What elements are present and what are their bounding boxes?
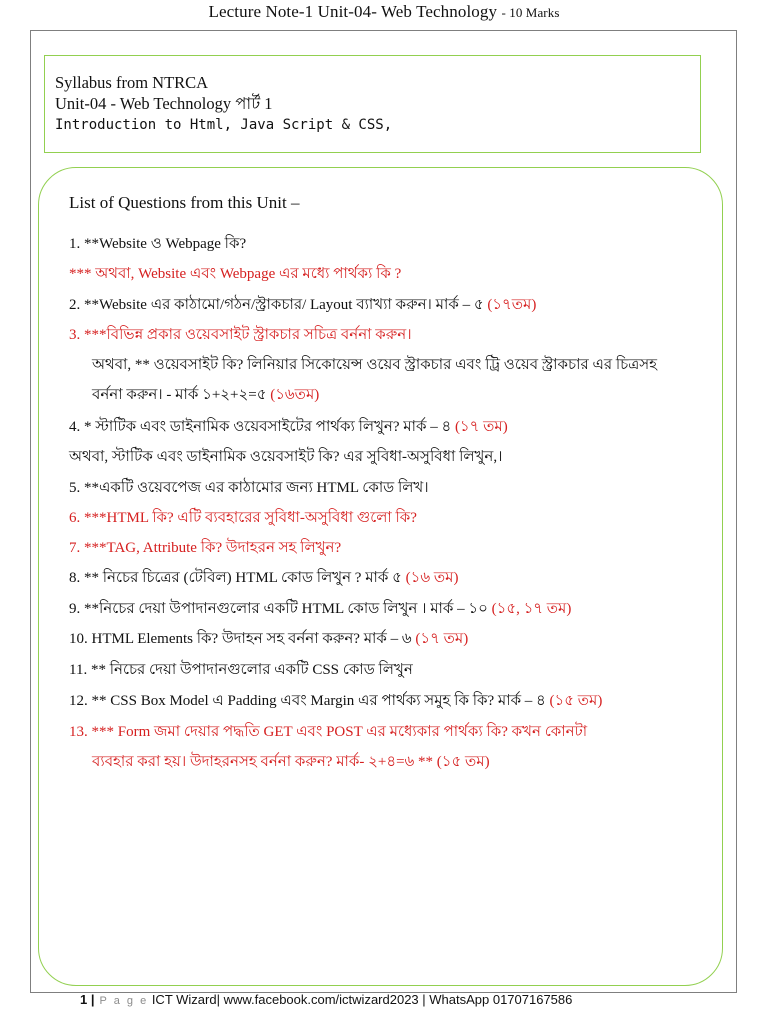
question-text: 11. ** নিচের দেয়া উপাদানগুলোর একটি CSS কোড লিখুন (69, 662, 413, 678)
question-line (69, 659, 413, 681)
exam-reference: (১৭ তম) (411, 631, 469, 647)
question-text: 3. ***বিভিন্ন প্রকার ওয়েবসাইট স্ট্রাকচার সচিত্র বর্ননা করুন। (69, 327, 412, 343)
exam-reference: (১৭ তম) (451, 419, 508, 435)
question-text: *** অথবা, Website এবং Webpage এর মধ্যে পার্থক্য কি ? (69, 266, 402, 282)
syllabus-unit: Unit-04 - Web Technology পার্ট 1 (55, 94, 273, 113)
question-line (69, 416, 508, 438)
footer-contact: ICT Wizard| www.facebook.com/ictwizard2023 | WhatsApp 01707167586 (148, 992, 573, 1007)
question-line (69, 324, 412, 346)
question-line (92, 354, 657, 376)
question-text: 10. HTML Elements কি? উদাহন সহ বর্ননা করুন? মার্ক – ৬ (69, 631, 412, 647)
question-text: 9. **নিচের দেয়া উপাদানগুলোর একটি HTML কোড লিখুন । মার্ক – ১০ (69, 601, 488, 617)
syllabus-topics: Introduction to Html, Java Script & CSS, (55, 117, 393, 133)
question-line (69, 477, 429, 499)
syllabus-source: Syllabus from NTRCA (55, 73, 209, 92)
questions-title: List of Questions from this Unit – (69, 193, 300, 212)
question-line (69, 567, 458, 589)
exam-reference: (১৬ তম) (405, 570, 459, 586)
question-line (69, 537, 341, 559)
question-text: অথবা, স্টাটিক এবং ডাইনামিক ওয়েবসাইট কি? এর সুবিধা-অসুবিধা লিখুন,। (69, 449, 503, 465)
question-line (69, 233, 246, 255)
exam-reference: (১৬তম) (270, 387, 320, 403)
question-text: অথবা, ** ওয়েবসাইট কি? লিনিয়ার সিকোয়েন্স ওয়েব স্ট্রাকচার এবং ট্রি ওয়েব স্ট্রাকচার এর চিত্রসহ (92, 357, 658, 373)
question-text: ব্যবহার করা হয়। উদাহরনসহ বর্ননা করুন? মার্ক- ২+৪=৬ ** (১৫ তম) (92, 754, 490, 770)
exam-reference: (১৭তম) (483, 297, 537, 313)
question-text: 5. **একটি ওয়েবপেজ এর কাঠামোর জন্য HTML কোড লিখ। (69, 480, 429, 496)
question-line (69, 294, 536, 316)
question-text: 4. * স্টাটিক এবং ডাইনামিক ওয়েবসাইটের পার্থক্য লিখুন? মার্ক – ৪ (69, 419, 452, 435)
question-line (69, 721, 587, 743)
question-line (92, 751, 490, 773)
question-text: 2. **Website এর কাঠামো/গঠন/স্ট্রাকচার/ Layout ব্যাখ্যা করুন। মার্ক – ৫ (69, 297, 484, 313)
page-footer (80, 992, 572, 1007)
question-text: বর্ননা করুন। - মার্ক ১+২+২=৫ (92, 387, 271, 403)
page-number: 1 | (80, 992, 95, 1007)
marks-note: - 10 Marks (501, 5, 560, 20)
question-line (69, 690, 602, 712)
question-line (69, 446, 502, 468)
exam-reference: (১৫, ১৭ তম) (487, 601, 572, 617)
question-line (69, 598, 571, 620)
page-word: P a g e (94, 995, 149, 1007)
question-text: 12. ** CSS Box Model এ Padding এবং Margin এর পার্থক্য সমুহ কি কি? মার্ক – ৪ (69, 693, 546, 709)
question-line (69, 507, 417, 529)
question-line (69, 263, 401, 285)
question-line (69, 628, 468, 650)
page-header (0, 2, 768, 22)
question-line (92, 384, 319, 406)
question-text: 1. **Website ও Webpage কি? (69, 236, 247, 252)
question-text: 6. ***HTML কি? এটি ব্যবহারের সুবিধা-অসুবিধা গুলো কি? (69, 510, 417, 526)
document-title: Lecture Note-1 Unit-04- Web Technology (208, 2, 498, 21)
question-text: 8. ** নিচের চিত্রের (টেবিল) HTML কোড লিখুন ? মার্ক ৫ (69, 570, 406, 586)
exam-reference: (১৫ তম) (545, 693, 603, 709)
syllabus-box (44, 55, 701, 153)
question-text: 7. ***TAG, Attribute কি? উদাহরন সহ লিখুন? (69, 540, 342, 556)
question-text: 13. *** Form জমা দেয়ার পদ্ধতি GET এবং POST এর মধ্যেকার পার্থক্য কি? কখন কোনটা (69, 724, 588, 740)
